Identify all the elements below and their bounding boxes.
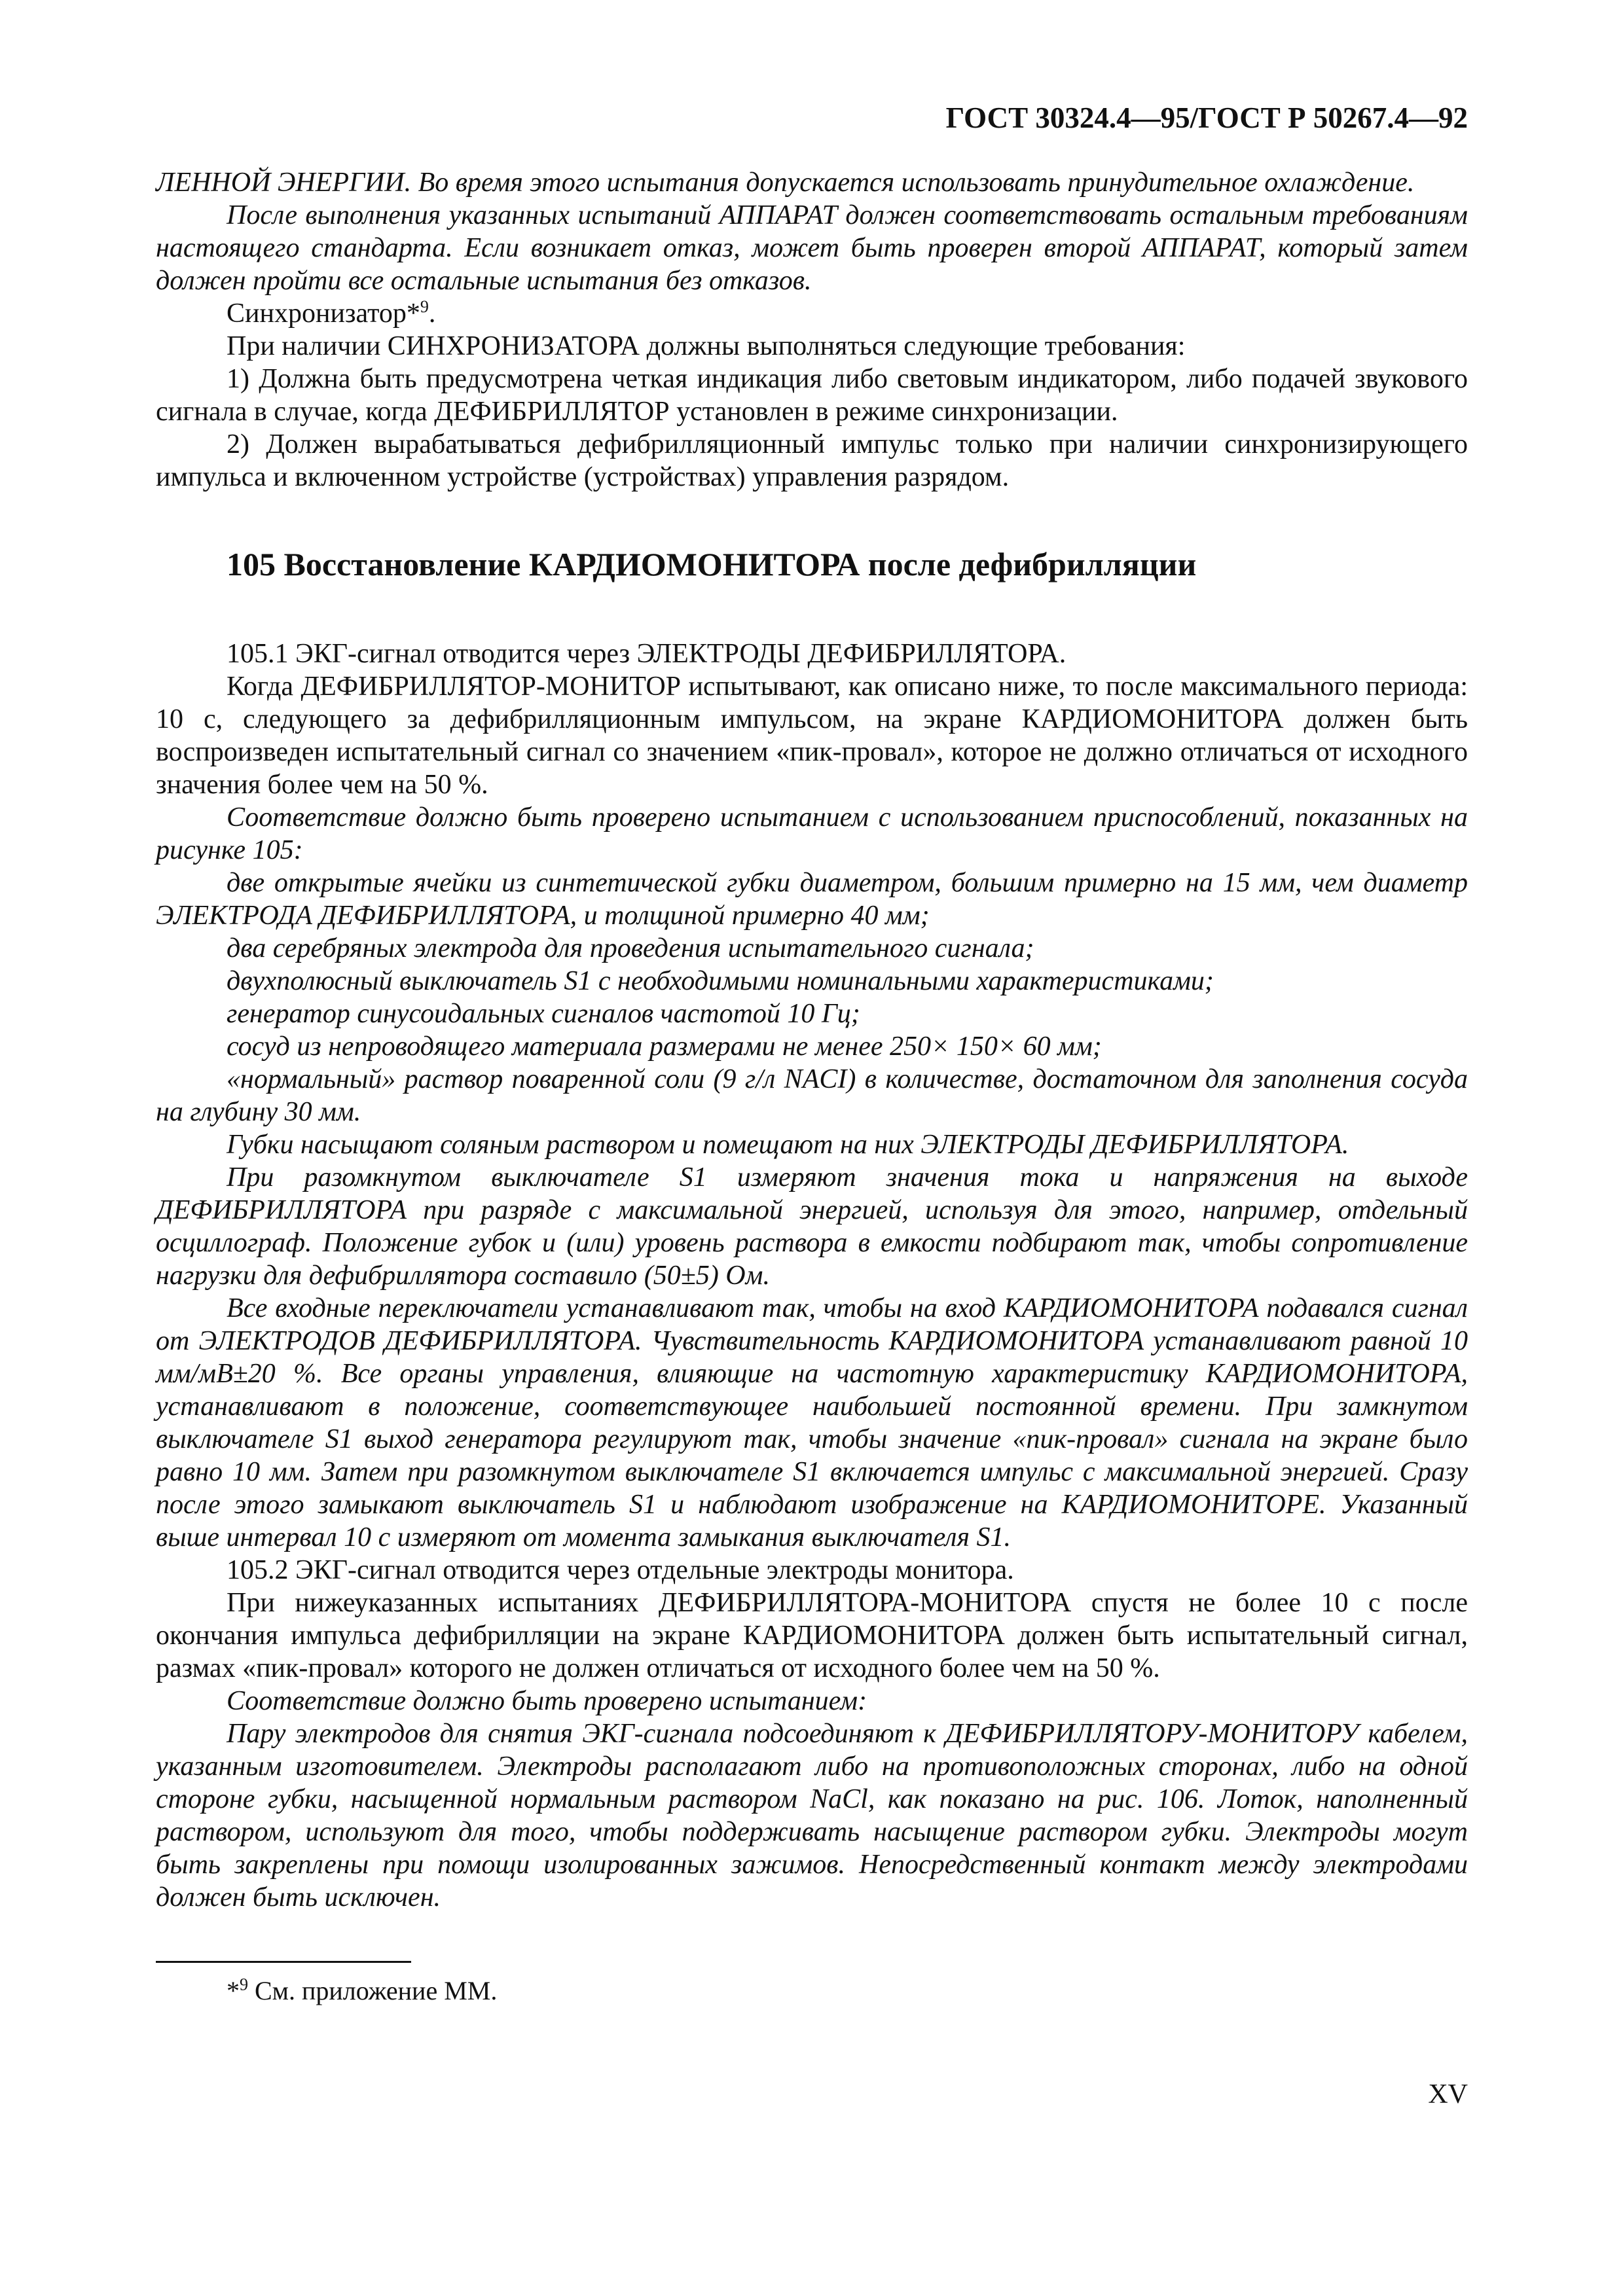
paragraph: При наличии СИНХРОНИЗАТОРА должны выполняться следующие требования: <box>227 331 1186 361</box>
footnote-ref: 9 <box>420 297 429 316</box>
paragraph-end: . <box>428 298 436 329</box>
section-heading: 105 Восстановление КАРДИОМОНИТОРА после дефибрилляции <box>227 546 1197 583</box>
paragraph: Губки насыщают соляным раствором и помещают на них ЭЛЕКТРОДЫ ДЕФИБРИЛЛЯТОРА. <box>227 1130 1349 1160</box>
paragraph: При разомкнутом выключателе S1 измеряют значения тока и напряжения на выходе ДЕФИБРИЛЛЯТОРА при разряде с максимальной энергией, используя для этого, например, отдельный осциллограф. Положение губок и (или) уровень раствора в емкости подбирают так, чтобы сопротивление нагрузки для дефибриллятора составило (50±5) Ом. <box>156 1162 1468 1291</box>
footnote-divider <box>156 1961 411 1963</box>
paragraph: ЛЕННОЙ ЭНЕРГИИ. Во время этого испытания допускается использовать принудительное охлаждение. <box>156 168 1415 198</box>
list-item: «нормальный» раствор поваренной соли (9 г/л NACI) в количестве, достаточном для заполнения сосуда на глубину 30 мм. <box>156 1064 1468 1127</box>
list-item: генератор синусоидальных сигналов частотой 10 Гц; <box>227 999 860 1029</box>
paragraph: 105.2 ЭКГ-сигнал отводится через отдельные электроды монитора. <box>227 1555 1014 1585</box>
footnote-number: 9 <box>240 1975 248 1994</box>
list-item: сосуд из непроводящего материала размерами не менее 250× 150× 60 мм; <box>227 1031 1102 1062</box>
paragraph: Когда ДЕФИБРИЛЛЯТОР-МОНИТОР испытывают, как описано ниже, то после максимального периода: 10 с, следующего за дефибрилляционным импульсом, на экране КАРДИОМОНИТОРА должен быть воспроизведен испытательный сигнал со значением «пик-провал», которое не должно отличаться от исходного значения более чем на 50 %. <box>156 672 1468 800</box>
paragraph: Соответствие должно быть проверено испытанием: <box>227 1686 867 1716</box>
paragraph: После выполнения указанных испытаний АППАРАТ должен соответствовать остальным требованиям настоящего стандарта. Если возникает отказ, может быть проверен второй АППАРАТ, который затем должен пройти все остальные испытания без отказов. <box>156 200 1468 296</box>
footnote-mark: * <box>227 1976 240 2005</box>
paragraph: 1) Должна быть предусмотрена четкая индикация либо световым индикатором, либо подачей звукового сигнала в случае, когда ДЕФИБРИЛЛЯТОР установлен в режиме синхронизации. <box>156 364 1468 427</box>
paragraph: При нижеуказанных испытаниях ДЕФИБРИЛЛЯТОРА-МОНИТОРА спустя не более 10 с после окончания импульса дефибрилляции на экране КАРДИОМОНИТОРА должен быть испытательный сигнал, размах «пик-провал» которого не должен отличаться от исходного более чем на 50 %. <box>156 1588 1468 1683</box>
footnote-text: См. приложение ММ. <box>248 1976 498 2005</box>
document-header: ГОСТ 30324.4—95/ГОСТ Р 50267.4—92 <box>945 101 1468 134</box>
list-item: два серебряных электрода для проведения испытательного сигнала; <box>227 933 1034 963</box>
list-item: две открытые ячейки из синтетической губки диаметром, большим примерно на 15 мм, чем диаметр ЭЛЕКТРОДА ДЕФИБРИЛЛЯТОРА, и толщиной примерно 40 мм; <box>156 868 1468 931</box>
paragraph: 105.1 ЭКГ-сигнал отводится через ЭЛЕКТРОДЫ ДЕФИБРИЛЛЯТОРА. <box>227 639 1067 669</box>
paragraph: 2) Должен вырабатываться дефибрилляционный импульс только при наличии синхронизирующего импульса и включенном устройстве (устройствах) управления разрядом. <box>156 429 1468 492</box>
document-page <box>156 98 1468 2007</box>
paragraph: Все входные переключатели устанавливают так, чтобы на вход КАРДИОМОНИТОРА подавался сигнал от ЭЛЕКТРОДОВ ДЕФИБРИЛЛЯТОРА. Чувствительность КАРДИОМОНИТОРА устанавливают равной 10 мм/мВ±20 %. Все органы управления, влияющие на частотную характеристику КАРДИОМОНИТОРА, устанавливают в положение, соответствующее наибольшей постоянной времени. При замкнутом выключателе S1 выход генератора регулируют так, чтобы значение «пик-провал» сигнала на экране было равно 10 мм. Затем при разомкнутом выключателе S1 включается импульс с максимальной энергией. Сразу после этого замыкают выключатель S1 и наблюдают изображение на КАРДИОМОНИТОРЕ. Указанный выше интервал 10 с измеряют от момента замыкания выключателя S1. <box>156 1293 1468 1552</box>
paragraph-text: Синхронизатор* <box>227 298 420 329</box>
page-number: XV <box>1428 2079 1468 2109</box>
paragraph-synchronizer <box>156 297 1468 330</box>
paragraph: Пару электродов для снятия ЭКГ-сигнала подсоединяют к ДЕФИБРИЛЛЯТОРУ-МОНИТОРУ кабелем, указанным изготовителем. Электроды располагают либо на противоположных сторонах, либо на одной стороне губки, насыщенной нормальным раствором NaCl, как показано на рис. 106. Лоток, наполненный раствором, используют для того, чтобы поддерживать насыщение раствором губки. Электроды могут быть закреплены при помощи изолированных зажимов. Непосредственный контакт между электродами должен быть исключен. <box>156 1719 1468 1912</box>
paragraph: Соответствие должно быть проверено испытанием с использованием приспособлений, показанных на рисунке 105: <box>156 802 1468 865</box>
footnote <box>227 1975 1468 2007</box>
list-item: двухполюсный выключатель S1 с необходимыми номинальными характеристиками; <box>227 966 1214 996</box>
